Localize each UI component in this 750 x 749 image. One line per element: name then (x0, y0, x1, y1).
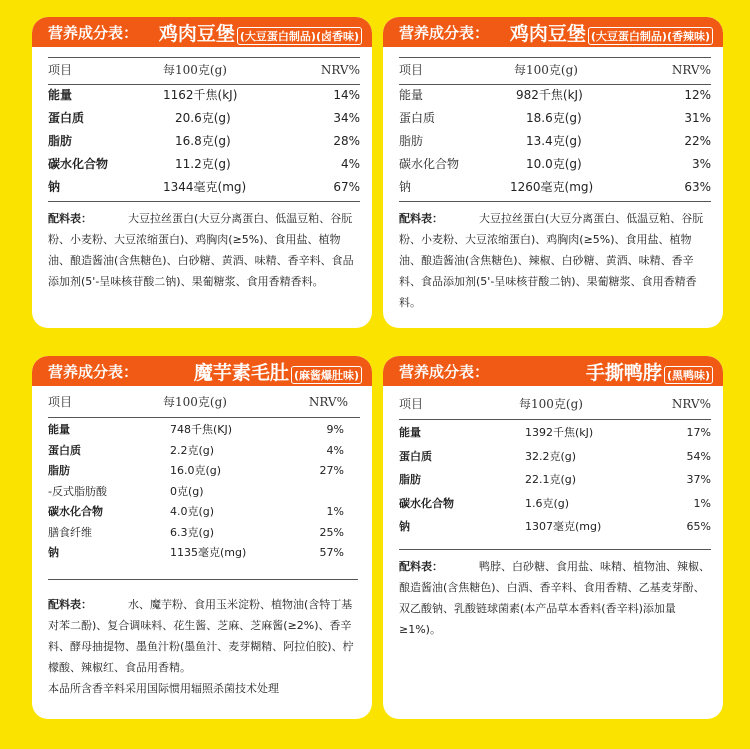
row-value: 13.4克(g) (526, 134, 582, 148)
product-title (510, 19, 713, 46)
table-row (399, 130, 711, 153)
table-row (48, 482, 360, 503)
row-item: 脂肪 (399, 473, 421, 486)
header-per100: 每100克(g) (163, 395, 227, 409)
header-item: 项目 (399, 63, 424, 77)
product-name: 鸡肉豆堡 (158, 22, 235, 45)
row-value: 1.6克(g) (525, 496, 570, 510)
nutrition-rows (48, 84, 360, 199)
row-value: 16.0克(g) (170, 464, 222, 477)
product-flavor: (大豆蛋白制品)(卤香味) (237, 27, 362, 45)
irradiation-note: 本品所含香辛料采用国际惯用辐照杀菌技术处理 (48, 682, 279, 695)
row-item: 钠 (48, 546, 59, 559)
ingredients-text: 水、魔芋粉、食用玉米淀粉、植物油(含特丁基对苯二酚)、复合调味料、花生酱、芝麻、芝麻酱(≥2%)、香辛料、酵母抽提物、墨鱼汁粉(墨鱼汁、麦芽糊精、阿拉伯胶)、柠檬酸、辣椒红、食品用香精。 (48, 598, 354, 674)
row-nrv: 1% (326, 505, 344, 518)
divider (399, 201, 711, 202)
header-label: 营养成分表： (48, 362, 139, 381)
row-item: 蛋白质 (399, 449, 432, 463)
row-item: 钠 (48, 180, 61, 194)
row-nrv: 27% (319, 464, 344, 477)
panel-header (32, 17, 372, 47)
product-title (194, 358, 362, 385)
row-item: 碳水化合物 (399, 496, 454, 510)
table-row (48, 153, 360, 176)
ingredients-text: 大豆拉丝蛋白(大豆分离蛋白、低温豆粕、谷朊粉、小麦粉、大豆浓缩蛋白)、鸡胸肉(≥5%)、食用盐、植物油、酿造酱油(含焦糖色)、白砂糖、黄酒、味精、香辛料、食品添加剂(5'-呈味核苷酸二钠)、果葡糖浆、食用香精香料。 (48, 212, 354, 288)
row-item: 脂肪 (48, 464, 70, 477)
ingredients-block (399, 208, 713, 313)
table-row (399, 445, 711, 469)
row-item: 能量 (399, 88, 424, 102)
row-value: 11.2克(g) (175, 157, 231, 171)
row-nrv: 17% (686, 426, 711, 439)
table-row (48, 84, 360, 107)
row-value: 1260毫克(mg) (510, 180, 594, 194)
row-nrv: 3% (691, 157, 711, 171)
row-nrv: 12% (684, 88, 711, 102)
header-item: 项目 (48, 395, 73, 409)
row-item: 钠 (399, 180, 412, 194)
row-value: 18.6克(g) (526, 111, 582, 125)
row-nrv: 34% (333, 111, 360, 125)
table-row (48, 523, 360, 544)
panel-header (383, 356, 723, 386)
product-name: 手撕鸭脖 (585, 361, 662, 384)
row-value: 20.6克(g) (175, 111, 231, 125)
ingredients-label: 配料表： (48, 212, 92, 225)
table-row (48, 176, 360, 199)
table-row (399, 107, 711, 130)
row-item: 碳水化合物 (48, 505, 103, 518)
row-value: 748千焦(KJ) (170, 423, 233, 436)
header-per100: 每100克(g) (519, 397, 583, 411)
header-nrv: NRV% (671, 397, 711, 411)
divider (48, 579, 358, 580)
row-nrv: 67% (333, 180, 360, 194)
row-nrv: 9% (326, 423, 344, 436)
nutrition-table (399, 392, 711, 416)
row-item: 蛋白质 (48, 443, 81, 457)
header-nrv: NRV% (671, 63, 711, 77)
ingredients-label: 配料表： (48, 598, 92, 611)
row-nrv: 4% (340, 157, 360, 171)
header-label: 营养成分表： (399, 362, 490, 381)
header-item: 项目 (399, 397, 424, 411)
nutrition-table (399, 58, 711, 82)
nutrition-panel-konjac-tripe (32, 356, 372, 719)
row-nrv: 4% (326, 443, 344, 457)
row-item: 膳食纤维 (48, 525, 92, 539)
product-title (159, 19, 362, 46)
row-item: 钠 (399, 520, 410, 533)
ingredients-text: 大豆拉丝蛋白(大豆分离蛋白、低温豆粕、谷朊粉、小麦粉、大豆浓缩蛋白)、鸡胸肉(≥5%)、食用盐、植物油、酿造酱油(含焦糖色)、辣椒、白砂糖、黄酒、味精、香辛料、食品添加剂(5'-呈味核苷酸二钠)、果葡糖浆、食用香精香料。 (399, 212, 704, 309)
row-item: 能量 (48, 88, 73, 102)
table-row (399, 176, 711, 199)
row-value: 1392千焦(kJ) (525, 426, 594, 439)
table-header-row (399, 58, 711, 82)
row-item: -反式脂肪酸 (48, 484, 107, 498)
row-item: 蛋白质 (48, 111, 85, 125)
row-value: 4.0克(g) (170, 505, 215, 518)
product-name: 鸡肉豆堡 (509, 22, 586, 45)
row-item: 能量 (399, 426, 421, 439)
row-item: 蛋白质 (399, 111, 436, 125)
table-header-row (48, 390, 360, 414)
row-item: 碳水化合物 (399, 157, 460, 171)
divider (48, 201, 360, 202)
table-row (399, 84, 711, 107)
row-item: 能量 (48, 423, 70, 436)
header-nrv: NRV% (320, 63, 360, 77)
ingredients-block (48, 208, 362, 292)
ingredients-block (48, 594, 362, 699)
row-value: 10.0克(g) (526, 157, 582, 171)
row-nrv: 54% (686, 449, 711, 463)
table-header-row (399, 392, 711, 416)
row-value: 6.3克(g) (170, 525, 215, 539)
table-row (48, 130, 360, 153)
product-flavor: (大豆蛋白制品)(香辣味) (588, 27, 713, 45)
divider (399, 549, 711, 550)
divider (399, 419, 711, 420)
row-value: 1135毫克(mg) (170, 546, 247, 559)
header-item: 项目 (48, 63, 73, 77)
row-nrv: 37% (686, 473, 711, 486)
row-nrv: 22% (684, 134, 711, 148)
row-nrv: 31% (684, 111, 711, 125)
header-nrv: NRV% (308, 395, 348, 409)
header-label: 营养成分表： (48, 23, 139, 42)
row-nrv: 65% (686, 520, 711, 533)
nutrition-panel-duck-neck (383, 356, 723, 719)
header-per100: 每100克(g) (514, 63, 578, 77)
nutrition-rows (399, 421, 711, 539)
row-item: 脂肪 (399, 134, 424, 148)
row-value: 1307毫克(mg) (525, 520, 602, 533)
ingredients-label: 配料表： (399, 560, 443, 573)
ingredients-block (399, 556, 713, 640)
table-row (399, 515, 711, 539)
row-nrv: 14% (333, 88, 360, 102)
product-title (586, 358, 713, 385)
nutrition-table (48, 58, 360, 82)
nutrition-panel-chicken-tofu-spicy (383, 17, 723, 328)
table-row (399, 421, 711, 445)
row-value: 32.2克(g) (525, 449, 577, 463)
row-value: 1344毫克(mg) (163, 180, 247, 194)
nutrition-rows (399, 84, 711, 199)
table-row (48, 107, 360, 130)
row-value: 982千焦(kJ) (516, 88, 583, 102)
row-nrv: 25% (319, 525, 344, 539)
nutrition-table (48, 390, 360, 414)
table-row (48, 420, 360, 441)
header-label: 营养成分表： (399, 23, 490, 42)
table-row (48, 502, 360, 523)
row-value: 0克(g) (170, 484, 204, 498)
row-value: 2.2克(g) (170, 443, 215, 457)
panel-header (32, 356, 372, 386)
table-row (48, 543, 360, 564)
table-row (399, 153, 711, 176)
row-value: 16.8克(g) (175, 134, 231, 148)
ingredients-label: 配料表： (399, 212, 443, 225)
row-nrv: 63% (684, 180, 711, 194)
product-flavor: (麻酱爆肚味) (291, 366, 362, 384)
nutrition-rows (48, 420, 360, 564)
row-nrv: 28% (333, 134, 360, 148)
table-row (48, 441, 360, 462)
row-nrv: 1% (693, 496, 711, 510)
row-item: 碳水化合物 (48, 157, 109, 171)
product-flavor: (黑鸭味) (664, 366, 713, 384)
table-header-row (48, 58, 360, 82)
table-row (48, 461, 360, 482)
nutrition-panel-chicken-tofu-braised (32, 17, 372, 328)
ingredients-text: 鸭脖、白砂糖、食用盐、味精、植物油、辣椒、酿造酱油(含焦糖色)、白酒、香辛料、食用香精、乙基麦芽酚、双乙酸钠、乳酸链球菌素(本产品草本香料(香辛料)添加量≥1%)。 (399, 560, 710, 636)
row-value: 1162千焦(kJ) (163, 88, 238, 102)
header-per100: 每100克(g) (163, 63, 227, 77)
row-nrv: 57% (319, 546, 344, 559)
table-row (399, 492, 711, 516)
row-value: 22.1克(g) (525, 473, 577, 486)
divider (48, 417, 360, 418)
panel-header (383, 17, 723, 47)
product-name: 魔芋素毛肚 (193, 361, 289, 384)
row-item: 脂肪 (48, 134, 73, 148)
table-row (399, 468, 711, 492)
